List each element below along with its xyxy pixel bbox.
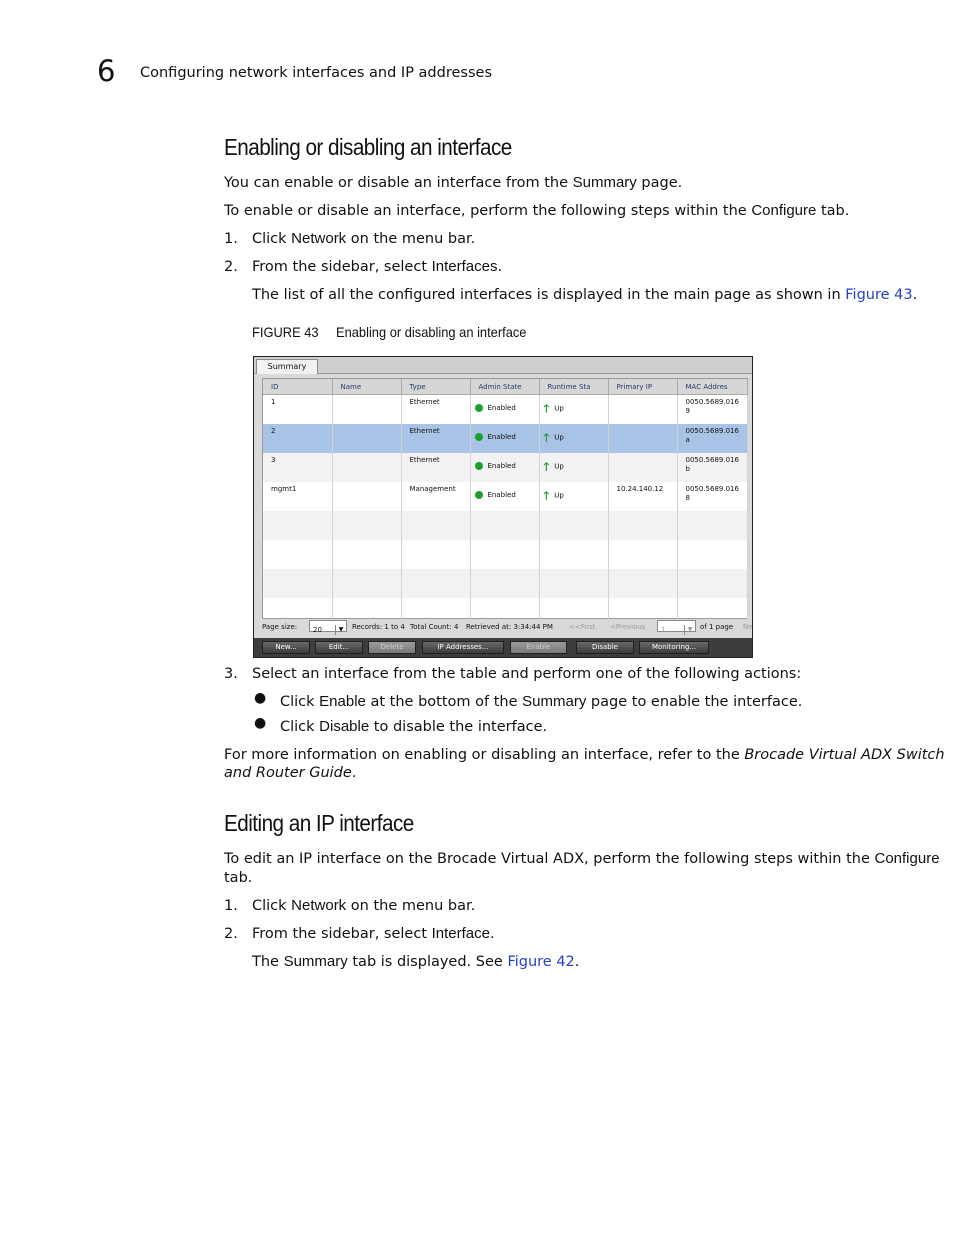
section-title-edit: Editing an IP interface: [224, 810, 414, 836]
step-2-note: The list of all the configured interfaces is displayed in the main page as shown in Figure 43.: [252, 287, 918, 303]
status-enabled-icon: [475, 404, 483, 412]
empty-row: [263, 540, 747, 569]
table-row[interactable]: mgmt1 Management Enabled 🡑 Up 10.24.140.12 0050.5689.016 8: [263, 482, 747, 511]
step-1: Click Network on the menu bar.: [252, 230, 476, 247]
disable-button[interactable]: Disable: [576, 641, 634, 654]
empty-row: [263, 569, 747, 598]
step-number: 1.: [224, 898, 238, 914]
step-number: 3.: [224, 666, 238, 682]
figure-43-link[interactable]: Figure 43: [845, 287, 913, 303]
ip-addresses-button[interactable]: IP Addresses...: [422, 641, 504, 654]
table-row[interactable]: 1 Ethernet Enabled 🡑 Up 0050.5689.016 9: [263, 395, 747, 425]
up-arrow-icon: 🡑: [543, 431, 550, 444]
bullet-disable: Click Disable to disable the interface.: [280, 718, 548, 735]
more-info-paragraph-line2: and Router Guide.: [224, 765, 357, 781]
tab-summary[interactable]: Summary: [256, 359, 318, 374]
bullet-icon: ●: [254, 715, 267, 731]
action-button-bar: [254, 638, 752, 657]
step-3: Select an interface from the table and perform one of the following actions:: [252, 666, 802, 682]
bullet-enable: Click Enable at the bottom of the Summary page to enable the interface.: [280, 693, 803, 710]
column-header-name[interactable]: Name: [332, 379, 401, 395]
page-number-select[interactable]: 1 ▼: [657, 620, 696, 632]
table-row[interactable]: 3 Ethernet Enabled 🡑 Up 0050.5689.016 b: [263, 453, 747, 482]
table-row-selected[interactable]: 2 Ethernet Enabled 🡑 Up 0050.5689.016 a: [263, 424, 747, 453]
edit-step-2-note: The Summary tab is displayed. See Figure 42.: [252, 953, 580, 970]
up-arrow-icon: 🡑: [543, 489, 550, 502]
page-size-label: Page size:: [262, 623, 298, 631]
step-number: 1.: [224, 231, 238, 247]
up-arrow-icon: 🡑: [543, 460, 550, 473]
figure-label: FIGURE 43: [252, 324, 319, 340]
intro-paragraph: You can enable or disable an interface from the Summary page.: [224, 174, 683, 191]
column-header-primary-ip[interactable]: Primary IP: [608, 379, 677, 395]
status-enabled-icon: [475, 491, 483, 499]
status-enabled-icon: [475, 462, 483, 470]
previous-page-link[interactable]: <Previous: [610, 623, 646, 631]
edit-step-2: From the sidebar, select Interface.: [252, 925, 495, 942]
more-info-paragraph: For more information on enabling or disabling an interface, refer to the Brocade Virtual ADX Switch: [224, 747, 945, 763]
step-number: 2.: [224, 926, 238, 942]
figure-title: Enabling or disabling an interface: [336, 324, 527, 340]
step-2: From the sidebar, select Interfaces.: [252, 258, 503, 275]
status-enabled-icon: [475, 433, 483, 441]
chapter-title: Configuring network interfaces and IP addresses: [140, 65, 492, 81]
up-arrow-icon: 🡑: [543, 402, 550, 415]
total-count: Total Count: 4: [410, 623, 459, 631]
column-header-admin-state[interactable]: Admin State: [470, 379, 539, 395]
edit-intro: To edit an IP interface on the Brocade Virtual ADX, perform the following steps within the Configure: [224, 850, 940, 867]
section-title-enable: Enabling or disabling an interface: [224, 134, 512, 160]
empty-row: [263, 511, 747, 540]
delete-button[interactable]: Delete: [368, 641, 416, 654]
new-button[interactable]: New...: [262, 641, 310, 654]
interface-summary-screenshot: [253, 356, 753, 658]
edit-step-1: Click Network on the menu bar.: [252, 897, 476, 914]
tab-bar: [254, 357, 752, 374]
first-page-link[interactable]: <<First: [569, 623, 596, 631]
interfaces-table: [262, 378, 748, 619]
edit-button[interactable]: Edit...: [315, 641, 363, 654]
retrieved-time: Retrieved at: 3:34:44 PM: [466, 623, 553, 631]
column-header-runtime-state[interactable]: Runtime Sta: [539, 379, 608, 395]
steps-intro: To enable or disable an interface, perform the following steps within the Configure tab.: [224, 202, 850, 219]
column-header-id[interactable]: ID: [263, 379, 332, 395]
page-size-select[interactable]: 20 ▼: [309, 620, 347, 632]
chevron-down-icon: ▼: [335, 625, 346, 635]
figure-42-link[interactable]: Figure 42: [507, 954, 575, 970]
step-number: 2.: [224, 259, 238, 275]
pager-bar: [254, 619, 752, 635]
page-count: of 1 page: [700, 623, 734, 631]
column-header-mac-address[interactable]: MAC Addres: [677, 379, 747, 395]
chevron-down-icon: ▼: [684, 625, 695, 635]
chapter-number: 6: [97, 54, 116, 88]
next-page-link[interactable]: Ne: [743, 623, 753, 631]
monitoring-button[interactable]: Monitoring...: [639, 641, 709, 654]
bullet-icon: ●: [254, 690, 267, 706]
records-text: Records: 1 to 4: [352, 623, 405, 631]
column-header-type[interactable]: Type: [401, 379, 470, 395]
enable-button[interactable]: Enable: [510, 641, 567, 654]
edit-intro-line2: tab.: [224, 870, 253, 886]
